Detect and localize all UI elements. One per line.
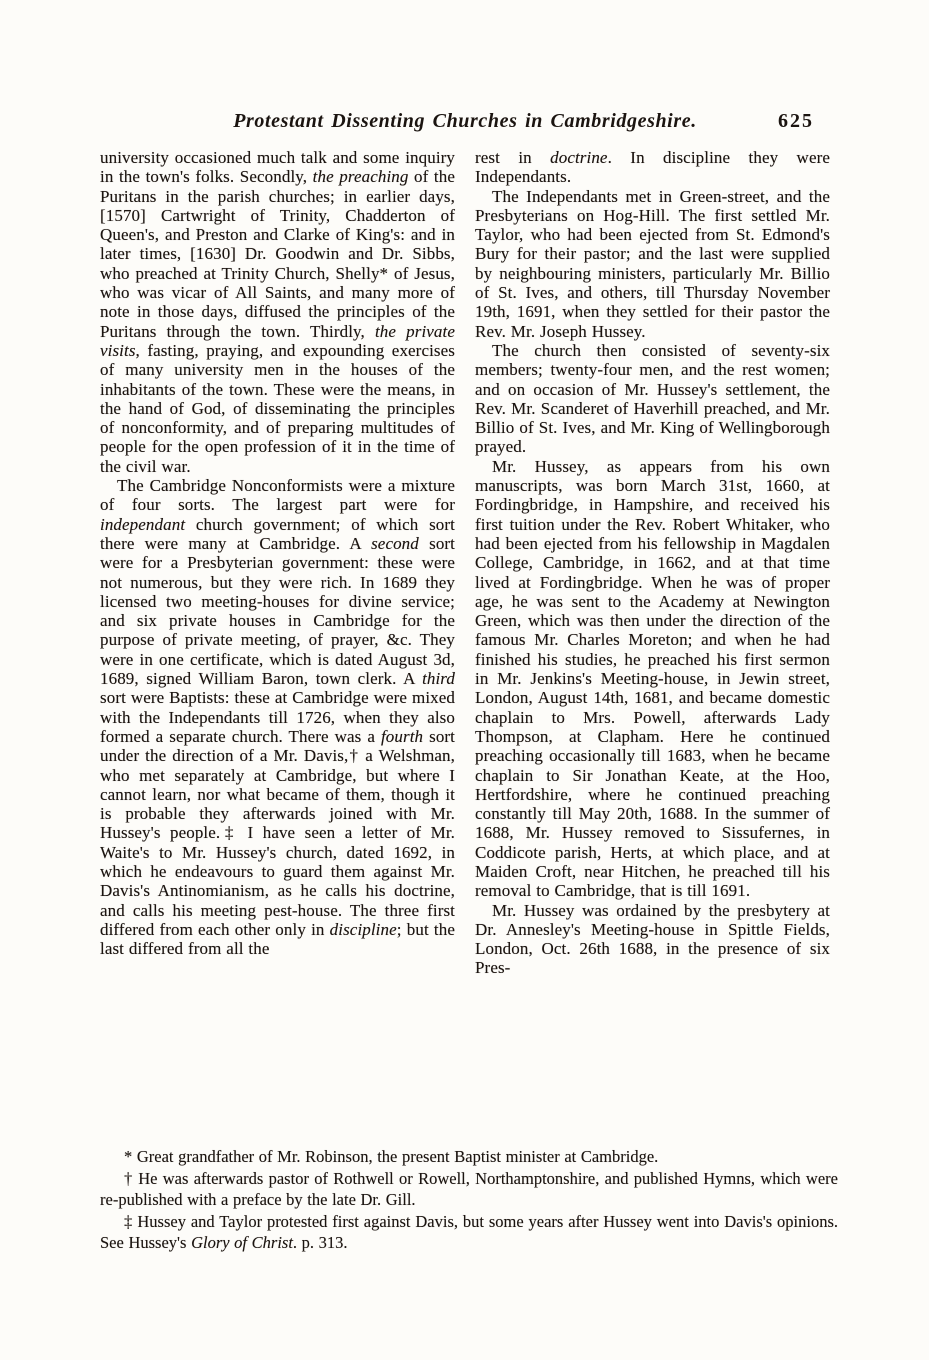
text-run: university occasioned much talk and some inquiry in the town's folks. Secondly, [100, 148, 455, 187]
text-run: † He was afterwards pastor of Rothwell or Rowell, Northamptonshire, and published Hymns, which were re-published with a preface by the late Dr. Gill. [100, 1168, 838, 1209]
paragraph [100, 1211, 838, 1254]
text-run: The Cambridge Nonconformists were a mixture of four sorts. The largest part were for [100, 476, 455, 515]
paragraph [475, 901, 830, 978]
text-run: of the Puritans in the parish churches; in earlier days, [1570] Cartwright of Trinity, Chadderton of Queen's, and Preston and Clarke of King's: and in later times, [1630] Dr. Goodwin and Dr. Sibbs, who preached at Trinity Church, Shelly* of Jesus, who was vicar of All Saints, and many more of note in those days, diffused the principles of the Puritans through the town. Thirdly, [100, 167, 455, 341]
left-column [100, 148, 455, 978]
paragraph [475, 187, 830, 341]
text-body [100, 148, 830, 978]
text-run: Mr. Hussey was ordained by the presbytery at Dr. Annesley's Meeting-house in Spittle Fields, London, Oct. 26th 1688, in the presence of six Pres- [475, 900, 830, 978]
paragraph [100, 148, 455, 476]
italic-text-run: independant [100, 514, 186, 534]
text-run: sort under the direction of a Mr. Davis,† a Welshman, who met separately at Cambridge, but where I cannot learn, nor what became of them, though it is probable they afterwards joined with Mr. Hussey's people.‡ I have seen a letter of Mr. Waite's to Mr. Hussey's church, dated 1692, in which he endeavours to guard them against Mr. Davis's Antinomianism, as he calls his doctrine, and calls his meeting pest-house. The three first differed from each other only in [100, 726, 456, 939]
right-column [475, 148, 830, 978]
italic-text-run: fourth [380, 726, 424, 746]
text-run: , fasting, praying, and expounding exercises of many university men in the houses of the inhabitants of the town. These were the means, in the hand of God, of disseminating the principles of nonconformity, and of preparing multitudes of people for the open profession of it in the time of the civil war. [100, 340, 455, 476]
italic-text-run: second [371, 533, 419, 553]
text-run: * Great grandfather of Mr. Robinson, the present Baptist minister at Cambridge. [124, 1147, 659, 1166]
italic-text-run: the private visits [100, 321, 455, 360]
text-run: sort were for a Presbyterian government: these were not numerous, but they were rich. In 1689 they licensed two meeting-houses for divine service; and six private houses in Cambridge for the purpose of private meeting, of prayer, &c. They were in one certificate, which is dated August 3d, 1689, signed William Baron, town clerk. A [100, 533, 455, 689]
text-run: ; but the last differed from all the [100, 919, 455, 959]
text-run: The Independants met in Green-street, and the Presbyterians on Hog-Hill. The first settled Mr. Taylor, who had been ejected from St. Edmond's Bury for their pastor; and the last were supplied by neighbouring ministers, particularly Mr. Billio of St. Ives, and others, till Thursday November 19th, 1691, when they settled for their pastor the Rev. Mr. Joseph Hussey. [475, 186, 830, 341]
italic-text-run: the preaching [312, 167, 409, 187]
italic-text-run: doctrine [550, 148, 608, 167]
footnotes [100, 1146, 838, 1254]
page-number: 625 [778, 110, 814, 132]
paragraph [475, 457, 830, 901]
paragraph [475, 341, 830, 457]
text-run: ‡ Hussey and Taylor protested first against Davis, but some years after Hussey went into Davis's opinions. See Hussey's [100, 1211, 838, 1252]
running-head [100, 110, 830, 140]
text-run: The church then consisted of seventy-six members; twenty-four men, and the rest women; and on occasion of Mr. Hussey's settlement, the Rev. Mr. Scanderet of Haverhill preached, and Mr. Billio of St. Ives, and Mr. King of Wellingborough prayed. [475, 340, 830, 457]
italic-text-run: discipline [329, 919, 397, 939]
text-run: sort were Baptists: these at Cambridge were mixed with the Independants till 1726, when they also formed a separate church. There was a [100, 688, 455, 746]
paragraph [100, 1146, 838, 1168]
text-run: . In discipline they were Independants. [475, 148, 830, 187]
text-run: Mr. Hussey, as appears from his own manuscripts, was born March 31st, 1660, at Fordingbridge, in Hampshire, and received his first tuition under the Rev. Robert Whitaker, who had been ejected from his fellowship in Magdalen College, Cambridge, in 1662, and at that time lived at Fordingbridge. When he was of proper age, he was sent to the Academy at Newington Green, which was then under the direction of the famous Mr. Charles Moreton; and when he had finished his studies, he preached his first sermon in Mr. Jenkins's Meeting-house, in Jewin street, London, August 14th, 1681, and became domestic chaplain to Mrs. Powell, afterwards Lady Thompson, at Clapham. Here he continued preaching occasionally till 1683, when he became chaplain to Sir Jonathan Keate, at the Hoo, Hertfordshire, where he continued preaching constantly till May 20th, 1688. In the summer of 1688, Mr. Hussey removed to Sissufernes, in Coddicote parish, Herts, at which place, and at Maiden Croft, near Hitchen, he preached till his removal to Cambridge, that is till 1691. [475, 456, 830, 901]
text-run: church government; of which sort there were many at Cambridge. A [100, 514, 455, 553]
paragraph [100, 1168, 838, 1211]
italic-text-run: third [422, 669, 455, 689]
paragraph [475, 148, 830, 187]
italic-text-run: Glory of Christ [191, 1233, 293, 1252]
paragraph [100, 476, 455, 958]
page-title: Protestant Dissenting Churches in Cambridgeshire. [233, 110, 697, 132]
text-run: . p. 313. [292, 1233, 348, 1252]
text-run: rest in [475, 148, 551, 167]
